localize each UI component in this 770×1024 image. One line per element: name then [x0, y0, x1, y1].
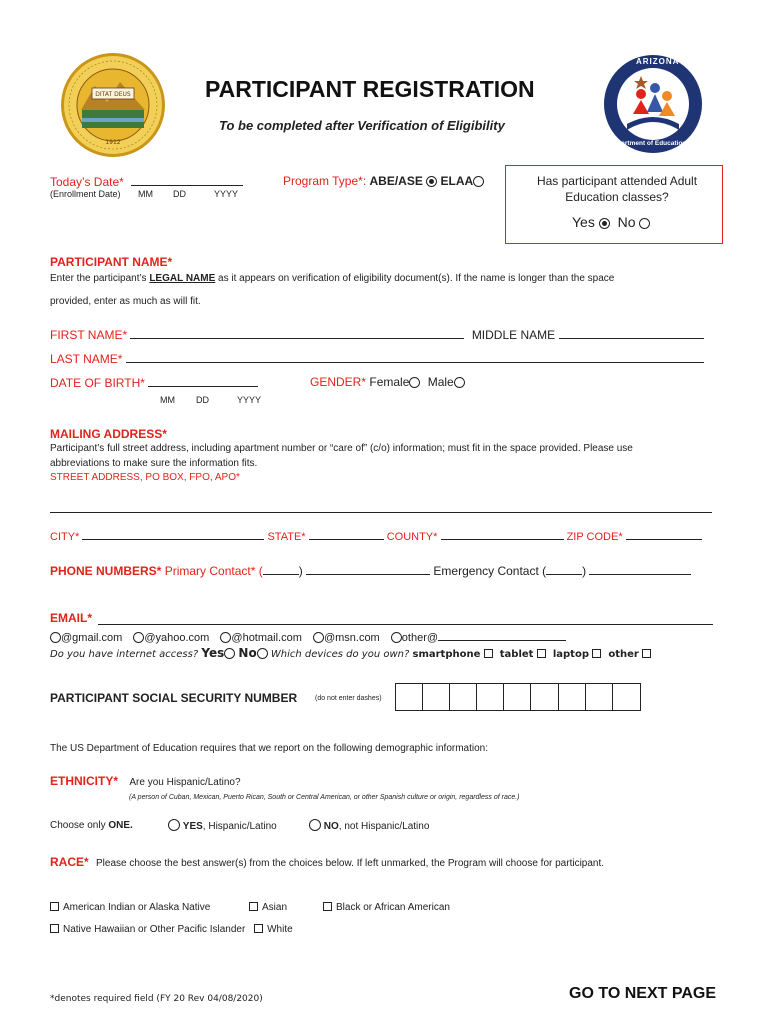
program-type-row — [283, 174, 484, 188]
program-elaa-radio[interactable] — [473, 176, 484, 187]
choose-one-label: ONE. — [108, 820, 133, 831]
last-name-row — [50, 351, 704, 366]
primary-phone-field[interactable] — [306, 563, 430, 575]
ssn-digit-box[interactable] — [586, 683, 613, 711]
yahoo-label: @yahoo.com — [144, 632, 210, 644]
other-email-field[interactable] — [438, 629, 566, 641]
program-type-label: Program Type*: — [283, 174, 367, 188]
race-asian-label: Asian — [262, 902, 288, 913]
race-white-checkbox[interactable] — [254, 924, 263, 933]
choose-only-label: Choose only — [50, 820, 109, 831]
gender-female-label: Female — [369, 375, 410, 389]
seal-motto: DITAT DEUS — [95, 91, 131, 98]
msn-radio[interactable] — [313, 632, 324, 643]
race-native-hawaiian-label: Native Hawaiian or Other Pacific Islander — [63, 924, 246, 935]
date-mm: MM — [138, 189, 153, 199]
ssn-boxes — [395, 683, 641, 711]
devices-question: Which devices do you own? — [270, 649, 410, 660]
program-abe-ase-label: ABE/ASE — [369, 174, 423, 188]
other-email-label: other@ — [401, 632, 439, 644]
emergency-area-code-field[interactable] — [546, 563, 582, 575]
internet-yes-radio[interactable] — [224, 648, 235, 659]
email-heading: EMAIL* — [50, 611, 92, 625]
date-yyyy: YYYY — [214, 189, 239, 199]
ssn-digit-box[interactable] — [477, 683, 504, 711]
hispanic-no-radio[interactable] — [309, 819, 321, 831]
device-laptop-label: laptop — [552, 649, 589, 660]
gender-female-radio[interactable] — [409, 377, 420, 388]
dob-dd: DD — [196, 395, 209, 405]
device-tablet-label: tablet — [499, 649, 534, 660]
program-abe-ase-radio[interactable] — [426, 176, 437, 187]
race-asian-checkbox[interactable] — [249, 902, 258, 911]
attended-yes-label: Yes — [572, 214, 595, 230]
instr-legal-name: LEGAL NAME — [149, 273, 216, 284]
mailing-address-heading: MAILING ADDRESS* — [50, 427, 167, 441]
race-options-row-1 — [50, 902, 210, 913]
device-other-label: other — [608, 649, 639, 660]
last-name-field[interactable] — [126, 351, 704, 363]
middle-name-field[interactable] — [559, 327, 704, 339]
hotmail-label: @hotmail.com — [231, 632, 302, 644]
email-domain-options — [50, 629, 566, 644]
hotmail-radio[interactable] — [220, 632, 231, 643]
address-instructions-1: Participant’s full street address, including apartment number or “care of” (c/o) information; must fit in the space provided. Please use — [50, 443, 633, 454]
dob-field[interactable] — [148, 375, 258, 387]
ethnicity-heading: ETHNICITY* — [50, 774, 119, 788]
msn-label: @msn.com — [323, 632, 380, 644]
seal-year: 1912 — [105, 139, 121, 146]
internet-no-radio[interactable] — [257, 648, 268, 659]
hispanic-yes-rest: , Hispanic/Latino — [202, 821, 277, 832]
instr-pre: Enter the participant’s — [50, 273, 150, 284]
race-instructions: Please choose the best answer(s) from the choices below. If left unmarked, the Program will choose for participant. — [96, 858, 605, 869]
logo-bottom-text: Department of Education — [609, 140, 687, 147]
participant-name-instructions-2: provided, enter as much as will fit. — [50, 296, 201, 307]
first-name-row — [50, 327, 704, 342]
attended-yes-radio[interactable] — [599, 218, 610, 229]
device-smartphone-checkbox[interactable] — [484, 649, 493, 658]
internet-yes-label: Yes — [201, 646, 225, 660]
arizona-department-of-education-logo — [603, 54, 703, 154]
ssn-digit-box[interactable] — [613, 683, 641, 711]
other-email-radio[interactable] — [391, 632, 402, 643]
dob-mm: MM — [160, 395, 175, 405]
enrollment-date-sub — [50, 189, 239, 199]
race-american-indian-label: American Indian or Alaska Native — [63, 902, 211, 913]
ssn-digit-box[interactable] — [559, 683, 586, 711]
race-options-row-2 — [50, 924, 293, 935]
ethnicity-row — [50, 774, 241, 788]
gender-label: GENDER* — [310, 375, 367, 389]
race-row — [50, 855, 604, 869]
primary-area-code-field[interactable] — [263, 563, 299, 575]
state-field[interactable] — [309, 528, 384, 540]
ethnicity-note: (A person of Cuban, Mexican, Puerto Rican, South or Central American, or other Spanish culture or origin, regardless of race.) — [129, 794, 520, 801]
primary-close-paren: ) — [298, 564, 303, 578]
hispanic-no-bold: NO — [323, 821, 339, 832]
primary-contact-label: Primary Contact* ( — [164, 564, 263, 578]
race-black-label: Black or African American — [336, 902, 450, 913]
gender-male-radio[interactable] — [454, 377, 465, 388]
hispanic-yes-bold: YES — [182, 821, 203, 832]
yahoo-radio[interactable] — [133, 632, 144, 643]
state-label: STATE* — [267, 531, 306, 543]
ethnicity-choose-row — [50, 820, 133, 831]
dob-format — [160, 395, 262, 405]
emergency-phone-field[interactable] — [589, 563, 691, 575]
zip-label: ZIP CODE* — [566, 531, 623, 543]
emergency-close-paren: ) — [582, 564, 587, 578]
race-american-indian-checkbox[interactable] — [50, 902, 59, 911]
county-field[interactable] — [441, 528, 564, 540]
ssn-digit-box[interactable] — [450, 683, 477, 711]
attended-no-radio[interactable] — [639, 218, 650, 229]
page-subtitle: To be completed after Verification of Eligibility — [219, 118, 505, 133]
participant-name-instructions — [50, 273, 614, 284]
first-name-field[interactable] — [130, 327, 464, 339]
dob-label: DATE OF BIRTH* — [50, 376, 145, 390]
emergency-contact-label: Emergency Contact ( — [433, 564, 547, 578]
date-dd: DD — [173, 189, 186, 199]
ssn-digit-box[interactable] — [531, 683, 559, 711]
page-title: PARTICIPANT REGISTRATION — [205, 76, 535, 102]
street-address-label: STREET ADDRESS, PO BOX, FPO, APO* — [50, 472, 240, 483]
city-state-row — [50, 528, 702, 543]
gmail-label: @gmail.com — [61, 632, 123, 644]
internet-no-label: No — [238, 646, 257, 660]
hispanic-yes-radio[interactable] — [168, 819, 180, 831]
instr-post: as it appears on verification of eligibility document(s). If the name is longer than the space — [215, 273, 615, 284]
race-asian-option — [249, 902, 287, 913]
email-field[interactable] — [98, 624, 713, 625]
race-heading: RACE* — [50, 855, 89, 869]
phone-row — [50, 563, 691, 578]
street-address-field[interactable] — [50, 512, 712, 513]
device-tablet-checkbox[interactable] — [537, 649, 546, 658]
ssn-digit-box[interactable] — [423, 683, 450, 711]
ethnicity-no-option — [309, 819, 429, 832]
ethnicity-question: Are you Hispanic/Latino? — [129, 777, 241, 788]
ethnicity-yes-option — [168, 819, 277, 832]
race-native-hawaiian-checkbox[interactable] — [50, 924, 59, 933]
city-label: CITY* — [50, 531, 80, 543]
ssn-digit-box[interactable] — [504, 683, 531, 711]
arizona-state-seal — [60, 52, 166, 158]
ssn-digit-box[interactable] — [395, 683, 423, 711]
address-instructions-2: abbreviations to make sure the information fits. — [50, 458, 258, 469]
todays-date-label: Today’s Date* — [50, 175, 124, 189]
device-laptop-checkbox[interactable] — [592, 649, 601, 658]
city-field[interactable] — [82, 528, 264, 540]
todays-date-row — [50, 174, 243, 189]
zip-field[interactable] — [626, 528, 702, 540]
demographic-statement: The US Department of Education requires that we report on the following demographic information: — [50, 743, 489, 754]
hispanic-no-rest: , not Hispanic/Latino — [338, 821, 430, 832]
required-field-note: *denotes required field (FY 20 Rev 04/08/2020) — [50, 994, 263, 1004]
attended-question: Has participant attended Adult Education classes? — [536, 174, 698, 204]
program-elaa-label: ELAA — [440, 174, 474, 188]
attended-box — [505, 165, 723, 244]
phone-heading: PHONE NUMBERS* — [50, 564, 162, 578]
attended-no-label: No — [617, 214, 636, 230]
last-name-label: LAST NAME* — [50, 352, 123, 366]
email-row — [50, 611, 92, 625]
gmail-radio[interactable] — [50, 632, 61, 643]
participant-name-heading: PARTICIPANT NAME* — [50, 255, 173, 269]
internet-access-row — [50, 646, 655, 660]
county-label: COUNTY* — [386, 531, 438, 543]
race-black-option — [323, 902, 450, 913]
attended-options — [572, 214, 650, 230]
middle-name-label: MIDDLE NAME — [471, 328, 556, 342]
enrollment-date-label: (Enrollment Date) — [50, 189, 121, 199]
dob-row — [50, 375, 258, 390]
gender-row — [310, 375, 465, 389]
internet-access-question: Do you have internet access? — [50, 649, 199, 660]
gender-male-label: Male — [427, 375, 454, 389]
device-smartphone-label: smartphone — [412, 649, 481, 660]
go-to-next-page: GO TO NEXT PAGE — [569, 985, 716, 1002]
race-white-label: White — [267, 924, 293, 935]
race-black-checkbox[interactable] — [323, 902, 332, 911]
todays-date-field[interactable] — [131, 174, 243, 186]
dob-yyyy: YYYY — [237, 395, 262, 405]
first-name-label: FIRST NAME* — [50, 328, 128, 342]
device-other-checkbox[interactable] — [642, 649, 651, 658]
logo-top-text: ARIZONA — [636, 57, 680, 66]
ssn-note: (do not enter dashes) — [315, 695, 382, 702]
ssn-label: PARTICIPANT SOCIAL SECURITY NUMBER — [50, 691, 298, 705]
